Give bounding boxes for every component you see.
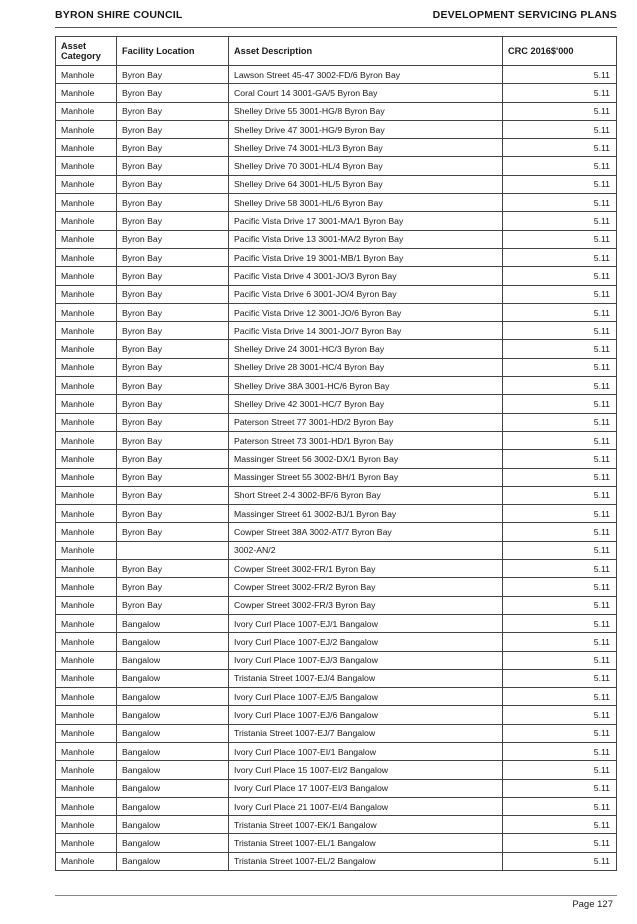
table-row	[56, 303, 617, 321]
cell-asset-description: Pacific Vista Drive 12 3001-JO/6 Byron Bay	[229, 303, 503, 321]
table-body	[56, 66, 617, 871]
cell-asset-category: Manhole	[56, 395, 117, 413]
cell-asset-description: Ivory Curl Place 15 1007-EI/2 Bangalow	[229, 761, 503, 779]
cell-asset-category: Manhole	[56, 669, 117, 687]
table-row	[56, 578, 617, 596]
cell-facility-location: Byron Bay	[117, 303, 229, 321]
cell-crc-value: 5.11	[503, 724, 617, 742]
cell-asset-description: Massinger Street 61 3002-BJ/1 Byron Bay	[229, 505, 503, 523]
cell-crc-value: 5.11	[503, 541, 617, 559]
table-row	[56, 852, 617, 870]
cell-asset-category: Manhole	[56, 852, 117, 870]
table-row	[56, 651, 617, 669]
cell-facility-location: Byron Bay	[117, 102, 229, 120]
cell-asset-category: Manhole	[56, 761, 117, 779]
table-row	[56, 688, 617, 706]
cell-asset-category: Manhole	[56, 779, 117, 797]
table-row	[56, 340, 617, 358]
cell-crc-value: 5.11	[503, 486, 617, 504]
table-row	[56, 761, 617, 779]
cell-crc-value: 5.11	[503, 212, 617, 230]
table-row	[56, 230, 617, 248]
cell-asset-category: Manhole	[56, 322, 117, 340]
cell-asset-category: Manhole	[56, 358, 117, 376]
cell-facility-location: Bangalow	[117, 669, 229, 687]
cell-crc-value: 5.11	[503, 578, 617, 596]
header-divider	[55, 27, 617, 28]
cell-facility-location: Byron Bay	[117, 248, 229, 266]
cell-facility-location: Byron Bay	[117, 267, 229, 285]
cell-facility-location: Byron Bay	[117, 377, 229, 395]
cell-facility-location: Bangalow	[117, 688, 229, 706]
cell-asset-description: Shelley Drive 74 3001-HL/3 Byron Bay	[229, 139, 503, 157]
cell-asset-description: Short Street 2-4 3002-BF/6 Byron Bay	[229, 486, 503, 504]
cell-asset-description: Shelley Drive 47 3001-HG/9 Byron Bay	[229, 120, 503, 138]
cell-asset-category: Manhole	[56, 431, 117, 449]
cell-asset-description: Tristania Street 1007-EJ/7 Bangalow	[229, 724, 503, 742]
cell-crc-value: 5.11	[503, 505, 617, 523]
cell-asset-category: Manhole	[56, 377, 117, 395]
cell-asset-description: Coral Court 14 3001-GA/5 Byron Bay	[229, 84, 503, 102]
cell-asset-category: Manhole	[56, 560, 117, 578]
cell-asset-description: Pacific Vista Drive 17 3001-MA/1 Byron Bay	[229, 212, 503, 230]
cell-asset-category: Manhole	[56, 340, 117, 358]
cell-asset-category: Manhole	[56, 120, 117, 138]
cell-asset-category: Manhole	[56, 175, 117, 193]
table-row	[56, 248, 617, 266]
cell-asset-category: Manhole	[56, 303, 117, 321]
table-row	[56, 742, 617, 760]
table-row	[56, 139, 617, 157]
cell-facility-location: Byron Bay	[117, 431, 229, 449]
cell-asset-description: Pacific Vista Drive 6 3001-JO/4 Byron Bay	[229, 285, 503, 303]
page-header	[55, 9, 617, 23]
table-row	[56, 194, 617, 212]
document-title: DEVELOPMENT SERVICING PLANS	[432, 9, 617, 21]
table-row	[56, 395, 617, 413]
cell-asset-description: Shelley Drive 38A 3001-HC/6 Byron Bay	[229, 377, 503, 395]
cell-facility-location: Byron Bay	[117, 285, 229, 303]
cell-asset-category: Manhole	[56, 742, 117, 760]
cell-crc-value: 5.11	[503, 303, 617, 321]
cell-crc-value: 5.11	[503, 139, 617, 157]
cell-facility-location: Bangalow	[117, 797, 229, 815]
cell-facility-location: Byron Bay	[117, 84, 229, 102]
cell-asset-description: Tristania Street 1007-EL/2 Bangalow	[229, 852, 503, 870]
cell-crc-value: 5.11	[503, 560, 617, 578]
cell-asset-category: Manhole	[56, 651, 117, 669]
cell-asset-description: Shelley Drive 28 3001-HC/4 Byron Bay	[229, 358, 503, 376]
cell-crc-value: 5.11	[503, 523, 617, 541]
cell-facility-location: Bangalow	[117, 651, 229, 669]
cell-facility-location: Byron Bay	[117, 450, 229, 468]
cell-asset-category: Manhole	[56, 523, 117, 541]
table-row	[56, 450, 617, 468]
table-row	[56, 413, 617, 431]
cell-asset-category: Manhole	[56, 450, 117, 468]
cell-facility-location: Bangalow	[117, 742, 229, 760]
cell-asset-description: Shelley Drive 42 3001-HC/7 Byron Bay	[229, 395, 503, 413]
table-row	[56, 486, 617, 504]
cell-crc-value: 5.11	[503, 706, 617, 724]
cell-asset-description: Shelley Drive 70 3001-HL/4 Byron Bay	[229, 157, 503, 175]
cell-crc-value: 5.11	[503, 267, 617, 285]
cell-asset-description: Cowper Street 3002-FR/1 Byron Bay	[229, 560, 503, 578]
table-row	[56, 322, 617, 340]
cell-asset-description: Ivory Curl Place 1007-EI/1 Bangalow	[229, 742, 503, 760]
cell-facility-location	[117, 541, 229, 559]
cell-asset-description: Tristania Street 1007-EK/1 Bangalow	[229, 816, 503, 834]
column-header-category: Asset Category	[56, 37, 117, 66]
cell-crc-value: 5.11	[503, 395, 617, 413]
cell-asset-description: Ivory Curl Place 1007-EJ/1 Bangalow	[229, 614, 503, 632]
cell-asset-description: Pacific Vista Drive 13 3001-MA/2 Byron Bay	[229, 230, 503, 248]
cell-crc-value: 5.11	[503, 450, 617, 468]
cell-asset-category: Manhole	[56, 157, 117, 175]
cell-crc-value: 5.11	[503, 84, 617, 102]
cell-facility-location: Byron Bay	[117, 596, 229, 614]
cell-facility-location: Byron Bay	[117, 66, 229, 84]
cell-crc-value: 5.11	[503, 834, 617, 852]
table-row	[56, 267, 617, 285]
table-row	[56, 560, 617, 578]
cell-facility-location: Byron Bay	[117, 340, 229, 358]
cell-asset-category: Manhole	[56, 633, 117, 651]
cell-asset-category: Manhole	[56, 468, 117, 486]
cell-facility-location: Bangalow	[117, 633, 229, 651]
cell-crc-value: 5.11	[503, 157, 617, 175]
cell-asset-category: Manhole	[56, 248, 117, 266]
table-row	[56, 596, 617, 614]
footer-divider	[55, 895, 617, 896]
cell-asset-category: Manhole	[56, 413, 117, 431]
cell-crc-value: 5.11	[503, 230, 617, 248]
cell-crc-value: 5.11	[503, 431, 617, 449]
cell-facility-location: Bangalow	[117, 779, 229, 797]
cell-crc-value: 5.11	[503, 852, 617, 870]
table-row	[56, 669, 617, 687]
cell-asset-category: Manhole	[56, 724, 117, 742]
cell-crc-value: 5.11	[503, 120, 617, 138]
cell-crc-value: 5.11	[503, 413, 617, 431]
cell-asset-description: Ivory Curl Place 1007-EJ/2 Bangalow	[229, 633, 503, 651]
cell-crc-value: 5.11	[503, 340, 617, 358]
table-row	[56, 175, 617, 193]
cell-asset-description: Tristania Street 1007-EJ/4 Bangalow	[229, 669, 503, 687]
cell-asset-category: Manhole	[56, 834, 117, 852]
cell-asset-description: Tristania Street 1007-EL/1 Bangalow	[229, 834, 503, 852]
cell-asset-description: Shelley Drive 64 3001-HL/5 Byron Bay	[229, 175, 503, 193]
column-header-crc: CRC 2016$'000	[503, 37, 617, 66]
cell-asset-category: Manhole	[56, 706, 117, 724]
cell-asset-description: Ivory Curl Place 17 1007-EI/3 Bangalow	[229, 779, 503, 797]
cell-crc-value: 5.11	[503, 285, 617, 303]
cell-asset-category: Manhole	[56, 486, 117, 504]
cell-asset-category: Manhole	[56, 578, 117, 596]
table-row	[56, 212, 617, 230]
cell-crc-value: 5.11	[503, 596, 617, 614]
cell-crc-value: 5.11	[503, 669, 617, 687]
table-row	[56, 66, 617, 84]
cell-facility-location: Bangalow	[117, 614, 229, 632]
cell-crc-value: 5.11	[503, 742, 617, 760]
cell-crc-value: 5.11	[503, 377, 617, 395]
column-header-description: Asset Description	[229, 37, 503, 66]
cell-crc-value: 5.11	[503, 322, 617, 340]
cell-asset-description: Ivory Curl Place 1007-EJ/5 Bangalow	[229, 688, 503, 706]
cell-asset-description: Lawson Street 45-47 3002-FD/6 Byron Bay	[229, 66, 503, 84]
cell-asset-category: Manhole	[56, 102, 117, 120]
cell-asset-category: Manhole	[56, 505, 117, 523]
cell-asset-category: Manhole	[56, 797, 117, 815]
table-row	[56, 779, 617, 797]
table-row	[56, 505, 617, 523]
cell-asset-description: Pacific Vista Drive 19 3001-MB/1 Byron Bay	[229, 248, 503, 266]
cell-facility-location: Byron Bay	[117, 358, 229, 376]
cell-asset-description: 3002-AN/2	[229, 541, 503, 559]
cell-facility-location: Byron Bay	[117, 157, 229, 175]
table-row	[56, 724, 617, 742]
table-row	[56, 102, 617, 120]
cell-asset-category: Manhole	[56, 84, 117, 102]
cell-asset-category: Manhole	[56, 66, 117, 84]
cell-crc-value: 5.11	[503, 779, 617, 797]
cell-crc-value: 5.11	[503, 102, 617, 120]
page-number: Page 127	[572, 899, 613, 910]
table-row	[56, 797, 617, 815]
table-row	[56, 614, 617, 632]
cell-facility-location: Bangalow	[117, 852, 229, 870]
cell-asset-category: Manhole	[56, 596, 117, 614]
column-header-location: Facility Location	[117, 37, 229, 66]
cell-asset-description: Massinger Street 55 3002-BH/1 Byron Bay	[229, 468, 503, 486]
cell-asset-description: Paterson Street 73 3001-HD/1 Byron Bay	[229, 431, 503, 449]
cell-asset-category: Manhole	[56, 230, 117, 248]
cell-facility-location: Byron Bay	[117, 230, 229, 248]
table-row	[56, 157, 617, 175]
cell-crc-value: 5.11	[503, 651, 617, 669]
cell-asset-category: Manhole	[56, 614, 117, 632]
cell-asset-description: Ivory Curl Place 1007-EJ/3 Bangalow	[229, 651, 503, 669]
table-row	[56, 541, 617, 559]
cell-asset-category: Manhole	[56, 285, 117, 303]
cell-crc-value: 5.11	[503, 761, 617, 779]
table-row	[56, 377, 617, 395]
cell-asset-category: Manhole	[56, 816, 117, 834]
cell-crc-value: 5.11	[503, 468, 617, 486]
cell-asset-category: Manhole	[56, 267, 117, 285]
cell-facility-location: Bangalow	[117, 706, 229, 724]
cell-facility-location: Byron Bay	[117, 139, 229, 157]
table-row	[56, 120, 617, 138]
cell-asset-description: Pacific Vista Drive 14 3001-JO/7 Byron Bay	[229, 322, 503, 340]
organization-name: BYRON SHIRE COUNCIL	[55, 9, 183, 21]
cell-asset-category: Manhole	[56, 194, 117, 212]
cell-asset-description: Paterson Street 77 3001-HD/2 Byron Bay	[229, 413, 503, 431]
cell-crc-value: 5.11	[503, 194, 617, 212]
table-row	[56, 84, 617, 102]
cell-facility-location: Byron Bay	[117, 523, 229, 541]
cell-facility-location: Byron Bay	[117, 322, 229, 340]
cell-crc-value: 5.11	[503, 816, 617, 834]
cell-facility-location: Bangalow	[117, 834, 229, 852]
cell-facility-location: Bangalow	[117, 816, 229, 834]
cell-facility-location: Byron Bay	[117, 486, 229, 504]
cell-facility-location: Byron Bay	[117, 212, 229, 230]
table-header-row	[56, 37, 617, 66]
cell-asset-description: Cowper Street 3002-FR/3 Byron Bay	[229, 596, 503, 614]
table-row	[56, 834, 617, 852]
cell-facility-location: Byron Bay	[117, 194, 229, 212]
cell-facility-location: Byron Bay	[117, 175, 229, 193]
cell-facility-location: Byron Bay	[117, 468, 229, 486]
cell-asset-category: Manhole	[56, 139, 117, 157]
cell-asset-description: Shelley Drive 24 3001-HC/3 Byron Bay	[229, 340, 503, 358]
cell-asset-category: Manhole	[56, 212, 117, 230]
cell-facility-location: Bangalow	[117, 761, 229, 779]
cell-asset-description: Ivory Curl Place 1007-EJ/6 Bangalow	[229, 706, 503, 724]
cell-facility-location: Byron Bay	[117, 505, 229, 523]
cell-asset-description: Massinger Street 56 3002-DX/1 Byron Bay	[229, 450, 503, 468]
cell-crc-value: 5.11	[503, 797, 617, 815]
cell-facility-location: Byron Bay	[117, 578, 229, 596]
cell-asset-description: Cowper Street 3002-FR/2 Byron Bay	[229, 578, 503, 596]
cell-facility-location: Byron Bay	[117, 395, 229, 413]
cell-crc-value: 5.11	[503, 633, 617, 651]
table-row	[56, 633, 617, 651]
table-row	[56, 431, 617, 449]
cell-crc-value: 5.11	[503, 66, 617, 84]
cell-crc-value: 5.11	[503, 688, 617, 706]
cell-asset-category: Manhole	[56, 688, 117, 706]
cell-crc-value: 5.11	[503, 248, 617, 266]
cell-crc-value: 5.11	[503, 614, 617, 632]
cell-crc-value: 5.11	[503, 175, 617, 193]
cell-asset-description: Ivory Curl Place 21 1007-EI/4 Bangalow	[229, 797, 503, 815]
table-row	[56, 468, 617, 486]
cell-asset-description: Cowper Street 38A 3002-AT/7 Byron Bay	[229, 523, 503, 541]
cell-asset-description: Shelley Drive 55 3001-HG/8 Byron Bay	[229, 102, 503, 120]
cell-facility-location: Byron Bay	[117, 120, 229, 138]
table-row	[56, 358, 617, 376]
cell-facility-location: Byron Bay	[117, 560, 229, 578]
asset-table	[55, 36, 617, 871]
cell-asset-description: Shelley Drive 58 3001-HL/6 Byron Bay	[229, 194, 503, 212]
table-row	[56, 706, 617, 724]
cell-asset-category: Manhole	[56, 541, 117, 559]
cell-facility-location: Bangalow	[117, 724, 229, 742]
cell-asset-description: Pacific Vista Drive 4 3001-JO/3 Byron Bay	[229, 267, 503, 285]
table-row	[56, 285, 617, 303]
table-row	[56, 523, 617, 541]
table-row	[56, 816, 617, 834]
cell-facility-location: Byron Bay	[117, 413, 229, 431]
cell-crc-value: 5.11	[503, 358, 617, 376]
